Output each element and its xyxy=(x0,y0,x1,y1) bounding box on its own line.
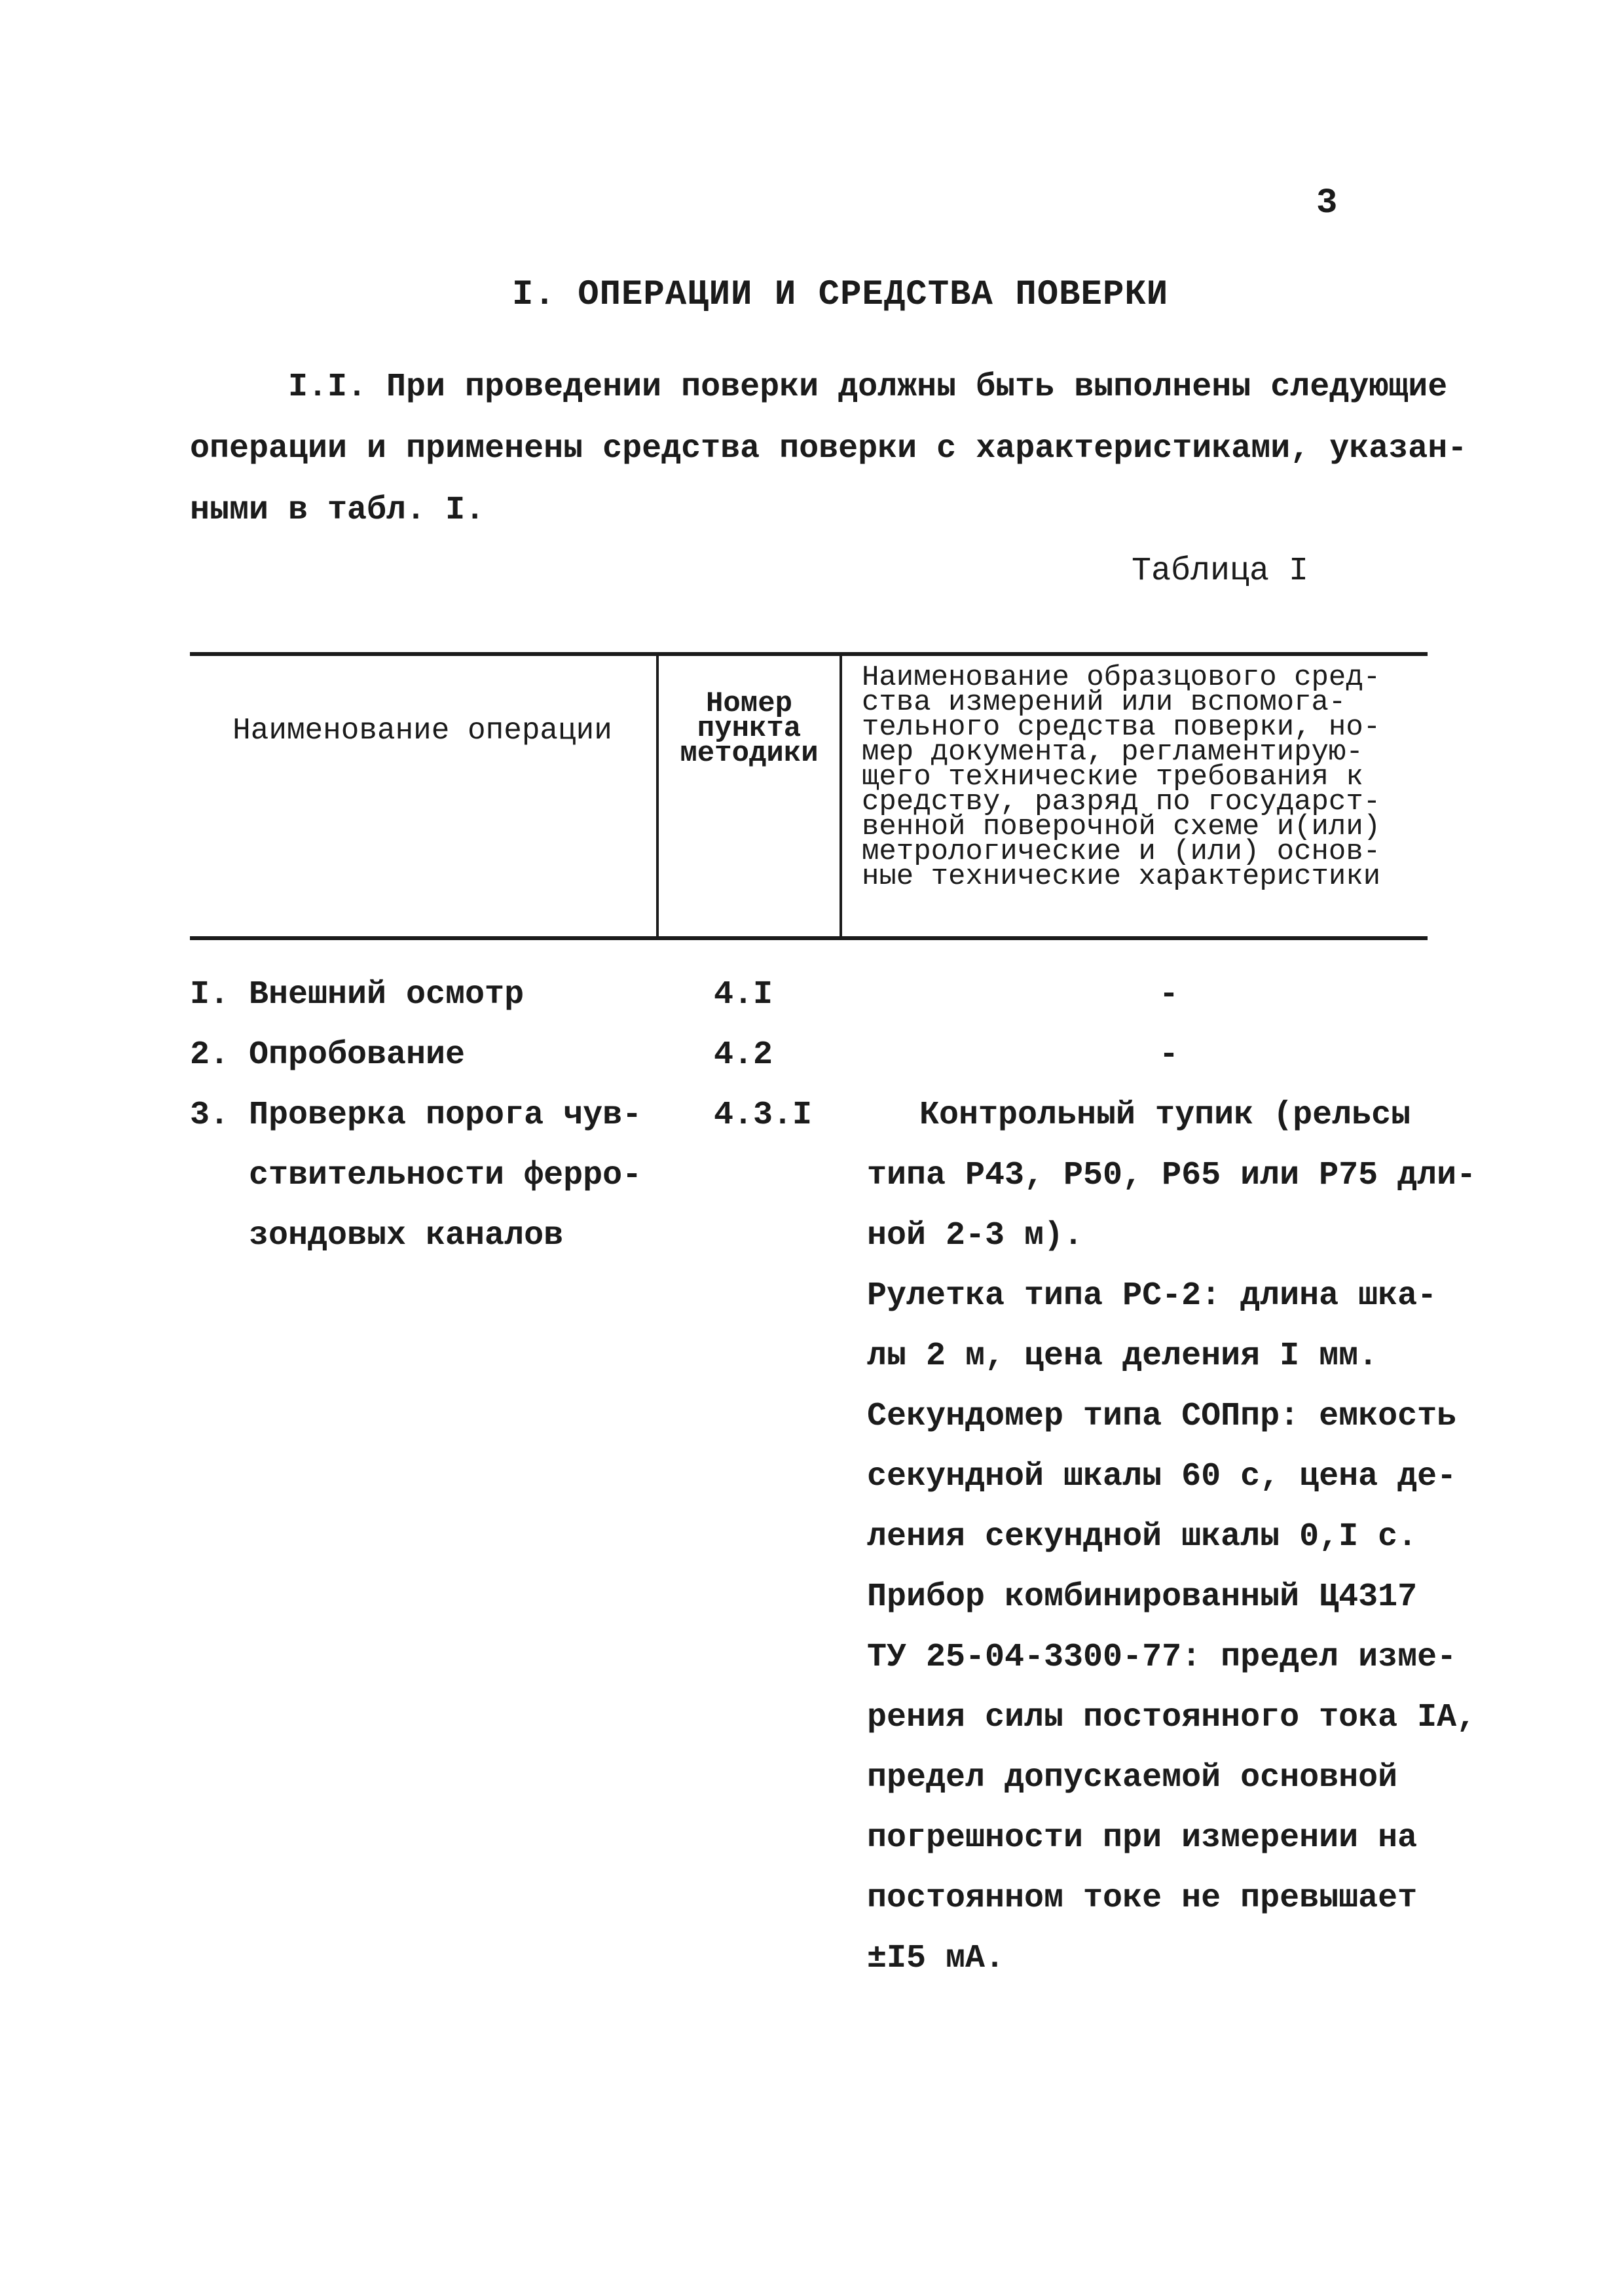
operation-name: Опробование xyxy=(249,1036,466,1074)
operation-name: Внешний осмотр xyxy=(249,976,525,1013)
section-title: I. ОПЕРАЦИИ И СРЕДСТВА ПОВЕРКИ xyxy=(512,275,1169,315)
paragraph-line: операции и применены средства поверки с характеристиками, указан- xyxy=(190,430,1467,467)
means-line: Рулетка типа РС-2: длина шка- xyxy=(867,1277,1437,1315)
operation-name: зондовых каналов xyxy=(249,1217,564,1254)
header-line: пункта xyxy=(697,712,802,745)
means-line: погрешности при измерении на xyxy=(867,1819,1418,1857)
table-header-rule xyxy=(190,936,1428,940)
header-line: метрологические и (или) основ- xyxy=(862,835,1381,868)
header-means xyxy=(862,661,1438,893)
header-line: средству, разряд по государст- xyxy=(862,786,1381,818)
means-line: Контрольный тупик (рельсы xyxy=(919,1097,1411,1134)
header-line: венной поверочной схеме и(или) xyxy=(862,811,1381,843)
means-line: ТУ 25-04-3300-77: предел изме- xyxy=(867,1639,1457,1676)
page-number: 3 xyxy=(1316,183,1338,223)
row-number: 2. xyxy=(190,1036,230,1074)
table-column-divider xyxy=(840,655,842,938)
method-point: 4.I xyxy=(714,976,773,1013)
header-line: тельного средства поверки, но- xyxy=(862,711,1381,744)
row-number: I. xyxy=(190,976,230,1013)
means-line: ной 2-3 м). xyxy=(867,1217,1084,1254)
paragraph-line: ными в табл. I. xyxy=(190,492,485,529)
means-line: предел допускаемой основной xyxy=(867,1759,1398,1796)
means-line: ±I5 мА. xyxy=(867,1940,1005,1977)
means-text: - xyxy=(1159,1036,1179,1074)
means-line: постоянном токе не превышает xyxy=(867,1880,1418,1917)
header-line: ные технические характеристики xyxy=(862,860,1381,893)
means-text: - xyxy=(1159,976,1179,1013)
means-line: Секундомер типа СОПпр: емкость xyxy=(867,1398,1457,1435)
means-line: типа Р43, Р50, Р65 или Р75 дли- xyxy=(867,1157,1477,1194)
operation-name: ствительности ферро- xyxy=(249,1157,642,1194)
table-caption: Таблица I xyxy=(1132,553,1309,590)
paragraph-line: I.I. При проведении поверки должны быть выполнены следующие xyxy=(288,369,1448,406)
table-column-divider xyxy=(656,655,659,938)
means-line: лы 2 м, цена деления I мм. xyxy=(867,1338,1378,1375)
means-line: Прибор комбинированный Ц4317 xyxy=(867,1578,1418,1616)
header-line: ства измерений или вспомога- xyxy=(862,686,1346,719)
header-operation: Наименование операции xyxy=(232,714,612,748)
means-line: ления секундной шкалы 0,I с. xyxy=(867,1518,1418,1556)
header-method-point xyxy=(661,687,837,770)
header-line: щего технические требования к xyxy=(862,761,1363,793)
row-number: 3. xyxy=(190,1097,230,1134)
method-point: 4.3.I xyxy=(714,1097,813,1134)
means-line: рения силы постоянного тока IА, xyxy=(867,1699,1477,1736)
header-line: методики xyxy=(680,737,819,770)
header-line: Номер xyxy=(705,687,793,720)
means-line: секундной шкалы 60 с, цена де- xyxy=(867,1458,1457,1495)
header-line: Наименование образцового сред- xyxy=(862,661,1381,694)
table-top-rule xyxy=(190,652,1428,656)
operation-name: Проверка порога чув- xyxy=(249,1097,642,1134)
header-line: мер документа, регламентирую- xyxy=(862,736,1363,769)
method-point: 4.2 xyxy=(714,1036,773,1074)
